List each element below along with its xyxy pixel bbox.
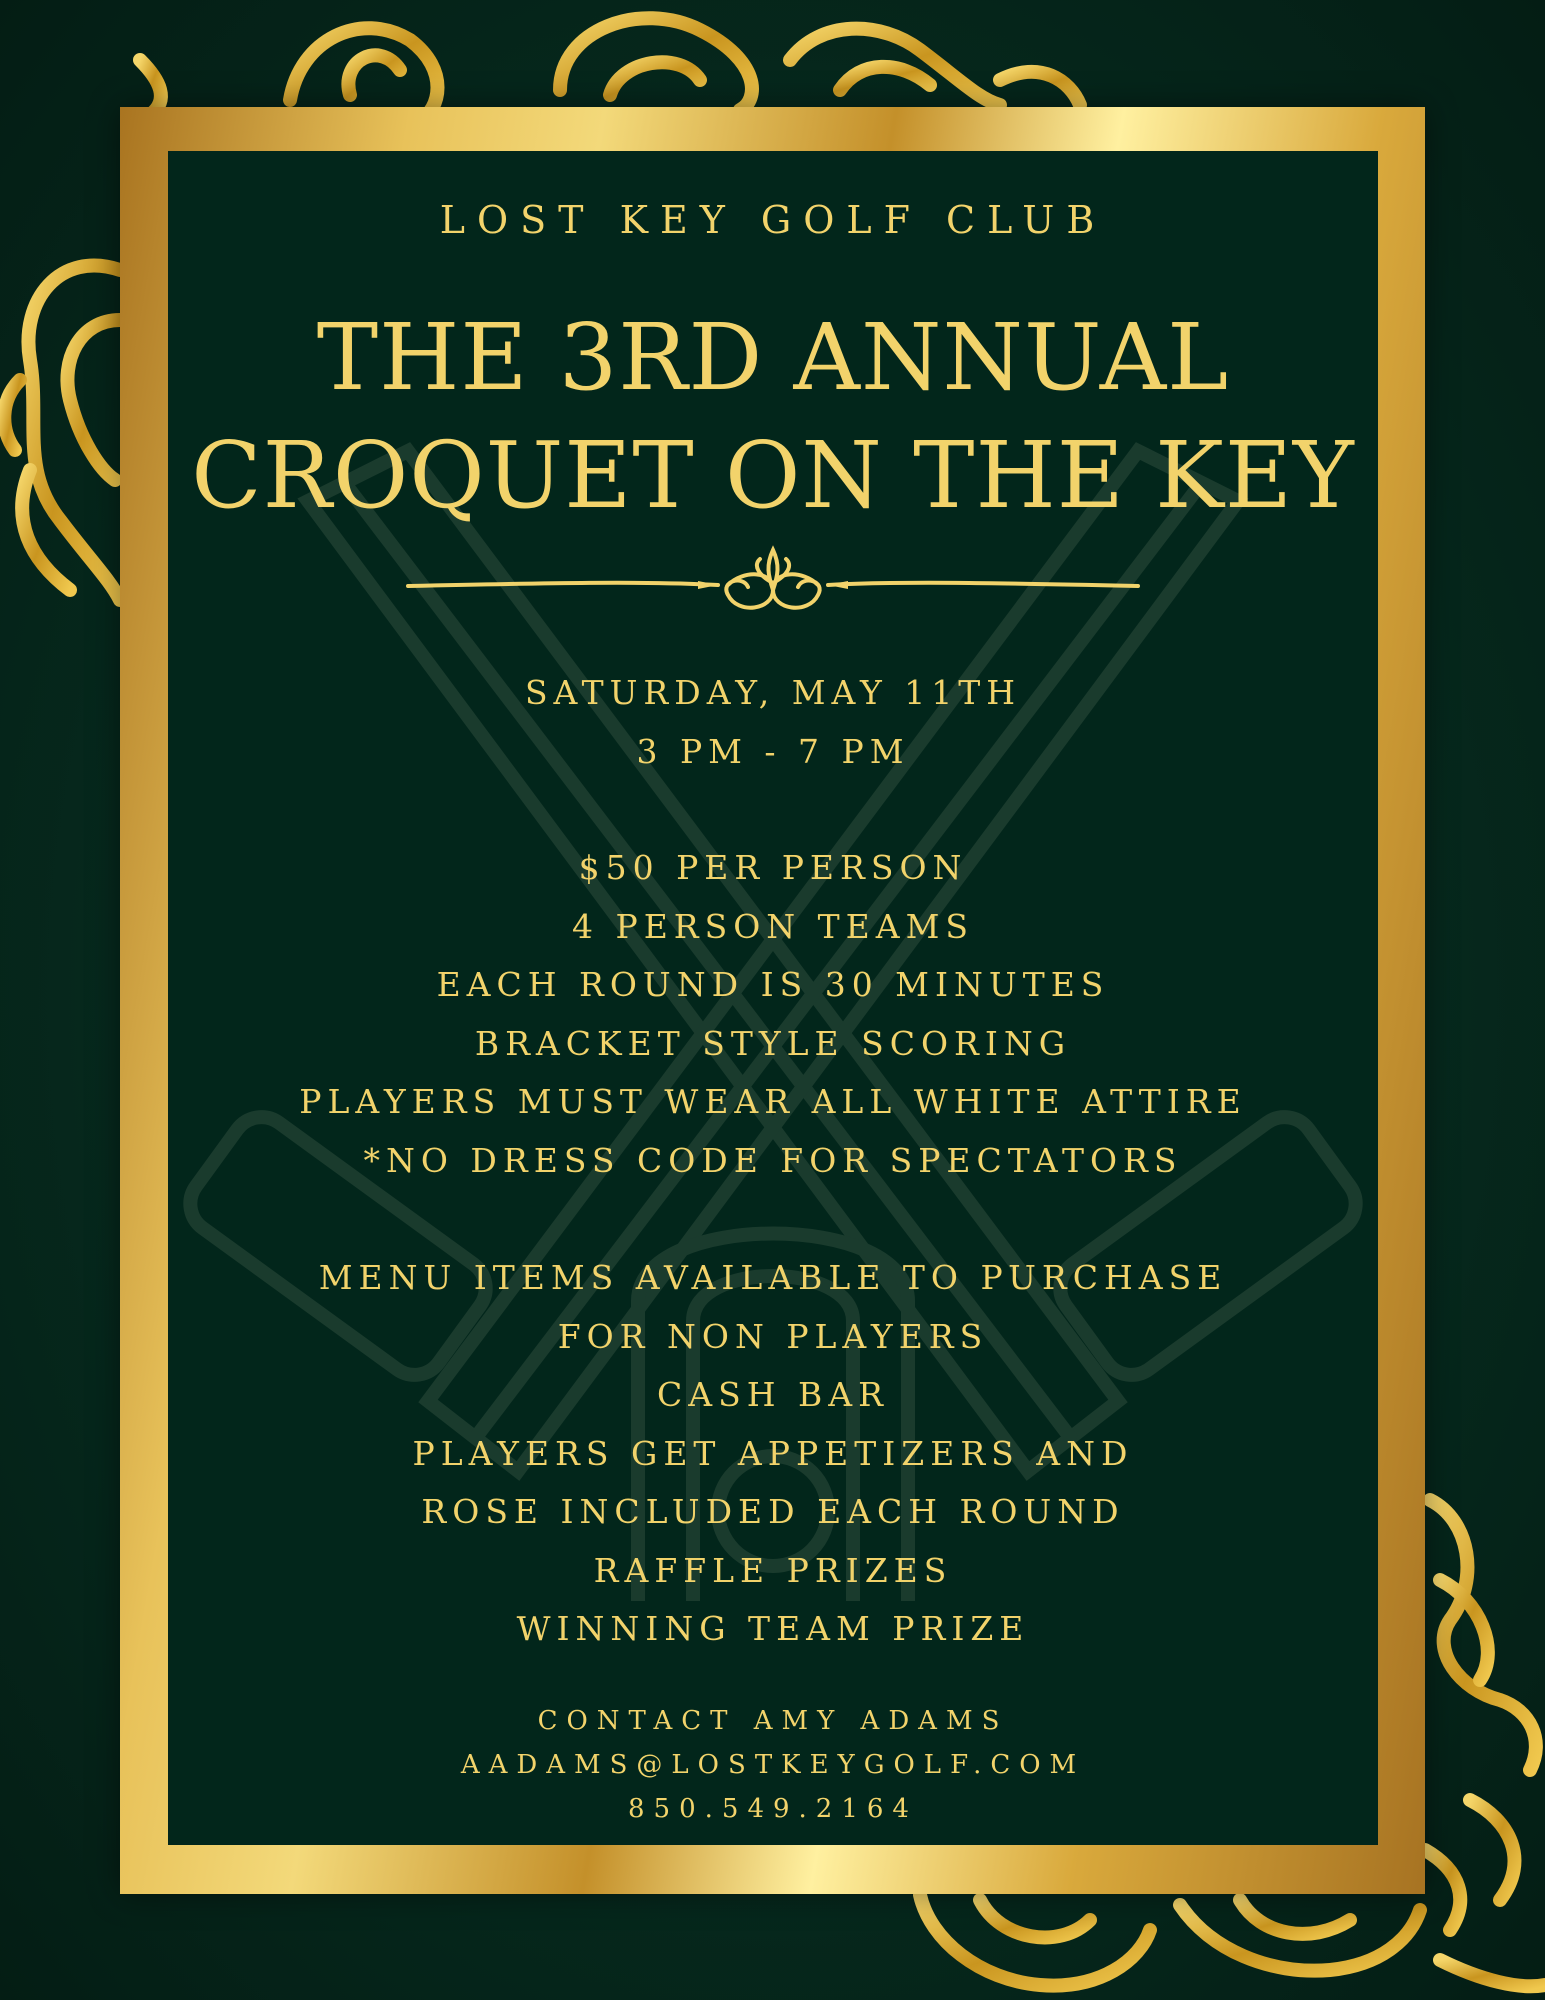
detail-line: 4 PERSON TEAMS: [572, 906, 974, 946]
detail-line: *NO DRESS CODE FOR SPECTATORS: [363, 1140, 1183, 1180]
contact-name: CONTACT AMY ADAMS: [537, 1706, 1009, 1736]
detail-line: EACH ROUND IS 30 MINUTES: [436, 965, 1110, 1004]
event-amenities: [168, 1249, 1378, 1659]
detail-line: BRACKET STYLE SCORING: [474, 1023, 1072, 1063]
detail-line: PLAYERS MUST WEAR ALL WHITE ATTIRE: [299, 1082, 1247, 1121]
amenity-line: CASH BAR: [657, 1375, 889, 1414]
amenity-line: RAFFLE PRIZES: [593, 1550, 953, 1590]
content-panel: [168, 151, 1378, 1845]
event-time: 3 PM - 7 PM: [636, 731, 910, 771]
event-date: SATURDAY, MAY 11TH: [524, 673, 1022, 712]
contact-email[interactable]: AADAMS@LOSTKEYGOLF.COM: [460, 1750, 1086, 1780]
event-title-line-1: THE 3RD ANNUAL: [316, 304, 1230, 411]
club-name: LOST KEY GOLF CLUB: [439, 198, 1107, 242]
amenity-line: MENU ITEMS AVAILABLE TO PURCHASE: [318, 1258, 1228, 1297]
event-schedule: [168, 664, 1378, 781]
gold-frame: [120, 107, 1425, 1894]
amenity-line: PLAYERS GET APPETIZERS AND: [412, 1433, 1134, 1473]
amenity-line: WINNING TEAM PRIZE: [516, 1609, 1030, 1648]
contact-phone[interactable]: 850.549.2164: [628, 1794, 918, 1824]
event-title: [168, 299, 1378, 535]
detail-line: $50 PER PERSON: [578, 848, 968, 887]
amenity-line: FOR NON PLAYERS: [557, 1316, 989, 1356]
event-details: [168, 839, 1378, 1190]
amenity-line: ROSE INCLUDED EACH ROUND: [421, 1492, 1125, 1531]
flourish-divider-icon: [398, 545, 1148, 625]
event-title-line-2: CROQUET ON THE KEY: [191, 422, 1355, 529]
contact-info: [168, 1699, 1378, 1831]
